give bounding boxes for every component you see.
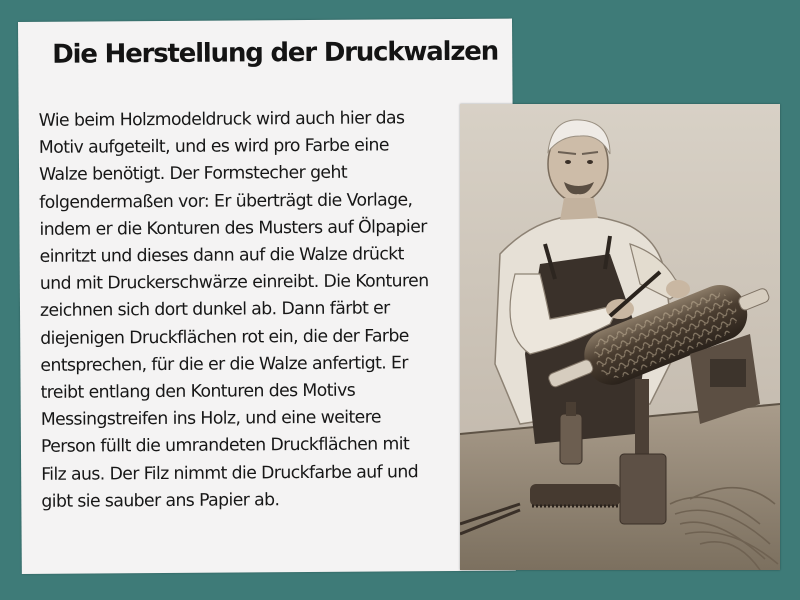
body-line: Motiv aufgeteilt, und es wird pro Farbe eine xyxy=(38,135,389,159)
craftsman-photo xyxy=(460,104,780,570)
right-hand xyxy=(666,280,690,298)
stand-base xyxy=(620,454,666,524)
body-line: und mit Druckerschwärze einreibt. Die Konturen xyxy=(39,271,429,295)
neck xyxy=(560,198,598,220)
body-line: Person füllt die umrandeten Druckflächen mit xyxy=(40,434,410,458)
info-panel xyxy=(18,19,516,574)
body-line: entsprechen, für die er die Walze anfertigt. Er xyxy=(40,353,408,376)
body-line: Messingstreifen ins Holz, und eine weitere xyxy=(40,407,381,431)
bottle-neck xyxy=(566,402,576,416)
panel-body-text xyxy=(39,105,472,516)
body-line: zeichnen sich dort dunkel ab. Dann färbt er xyxy=(39,298,390,322)
eye-right xyxy=(587,160,593,164)
body-line: folgendermaßen vor: Er überträgt die Vorlage, xyxy=(39,189,413,213)
body-line: indem er die Konturen des Musters auf Ölpapier xyxy=(39,216,427,240)
panel-title: Die Herstellung der Druckwalzen xyxy=(52,36,499,70)
body-line: Wie beim Holzmodeldruck wird auch hier das xyxy=(38,108,405,131)
body-line: diejenigen Druckflächen rot ein, die der Farbe xyxy=(40,325,409,349)
body-line: treibt entlang den Konturen des Motivs xyxy=(40,380,356,403)
ink-bottle xyxy=(560,414,582,464)
body-line: gibt sie sauber ans Papier ab. xyxy=(41,490,280,512)
body-line: Filz aus. Der Filz nimmt die Druckfarbe auf und xyxy=(41,461,419,485)
brush xyxy=(530,484,620,506)
craftsman-illustration xyxy=(460,104,780,570)
body-line: Walze benötigt. Der Formstecher geht xyxy=(39,163,348,186)
eye-left xyxy=(565,160,571,164)
body-line: einritzt und dieses dann auf die Walze drückt xyxy=(39,244,404,267)
block-clamp xyxy=(710,359,746,387)
